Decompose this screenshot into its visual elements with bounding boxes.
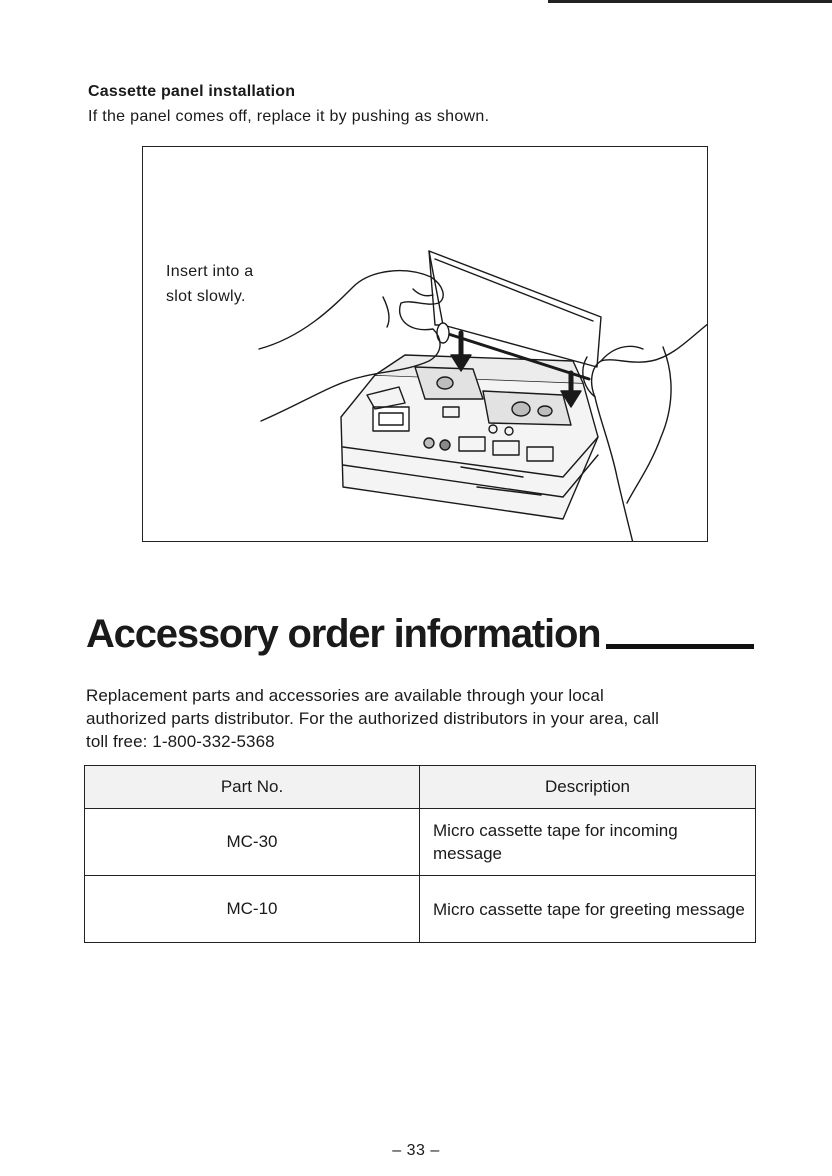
section-intro-text: If the panel comes off, replace it by pushing as shown. [88,108,490,125]
section-title-cassette-panel: Cassette panel installation [88,83,296,100]
figure-caption-line-1: Insert into a [166,263,254,280]
figure-caption [166,259,306,309]
part-number-cell: MC-30 [85,809,420,876]
table-row [85,876,756,943]
accessory-paragraph [86,684,756,753]
paragraph-line-3: toll free: 1-800-332-5368 [86,732,275,751]
paragraph-line-1: Replacement parts and accessories are available through your local [86,686,604,705]
heading-rule [606,644,754,649]
part-number-cell: MC-10 [85,876,420,943]
paragraph-line-2: authorized parts distributor. For the authorized distributors in your area, call [86,709,660,728]
figure-caption-line-2: slot slowly. [166,288,246,305]
top-rule [548,0,832,3]
page-number: – 33 – [392,1142,440,1159]
table-row [85,809,756,876]
accessory-heading-row [86,612,756,668]
parts-table [84,765,756,943]
answering-machine-illustration [143,147,708,542]
description-cell: Micro cassette tape for greeting message [420,876,756,943]
column-header-part-no: Part No. [85,766,420,809]
description-cell: Micro cassette tape for incoming message [420,809,756,876]
table-header-row [85,766,756,809]
installation-figure [142,146,708,542]
column-header-description: Description [420,766,756,809]
accessory-heading: Accessory order information [86,612,601,656]
